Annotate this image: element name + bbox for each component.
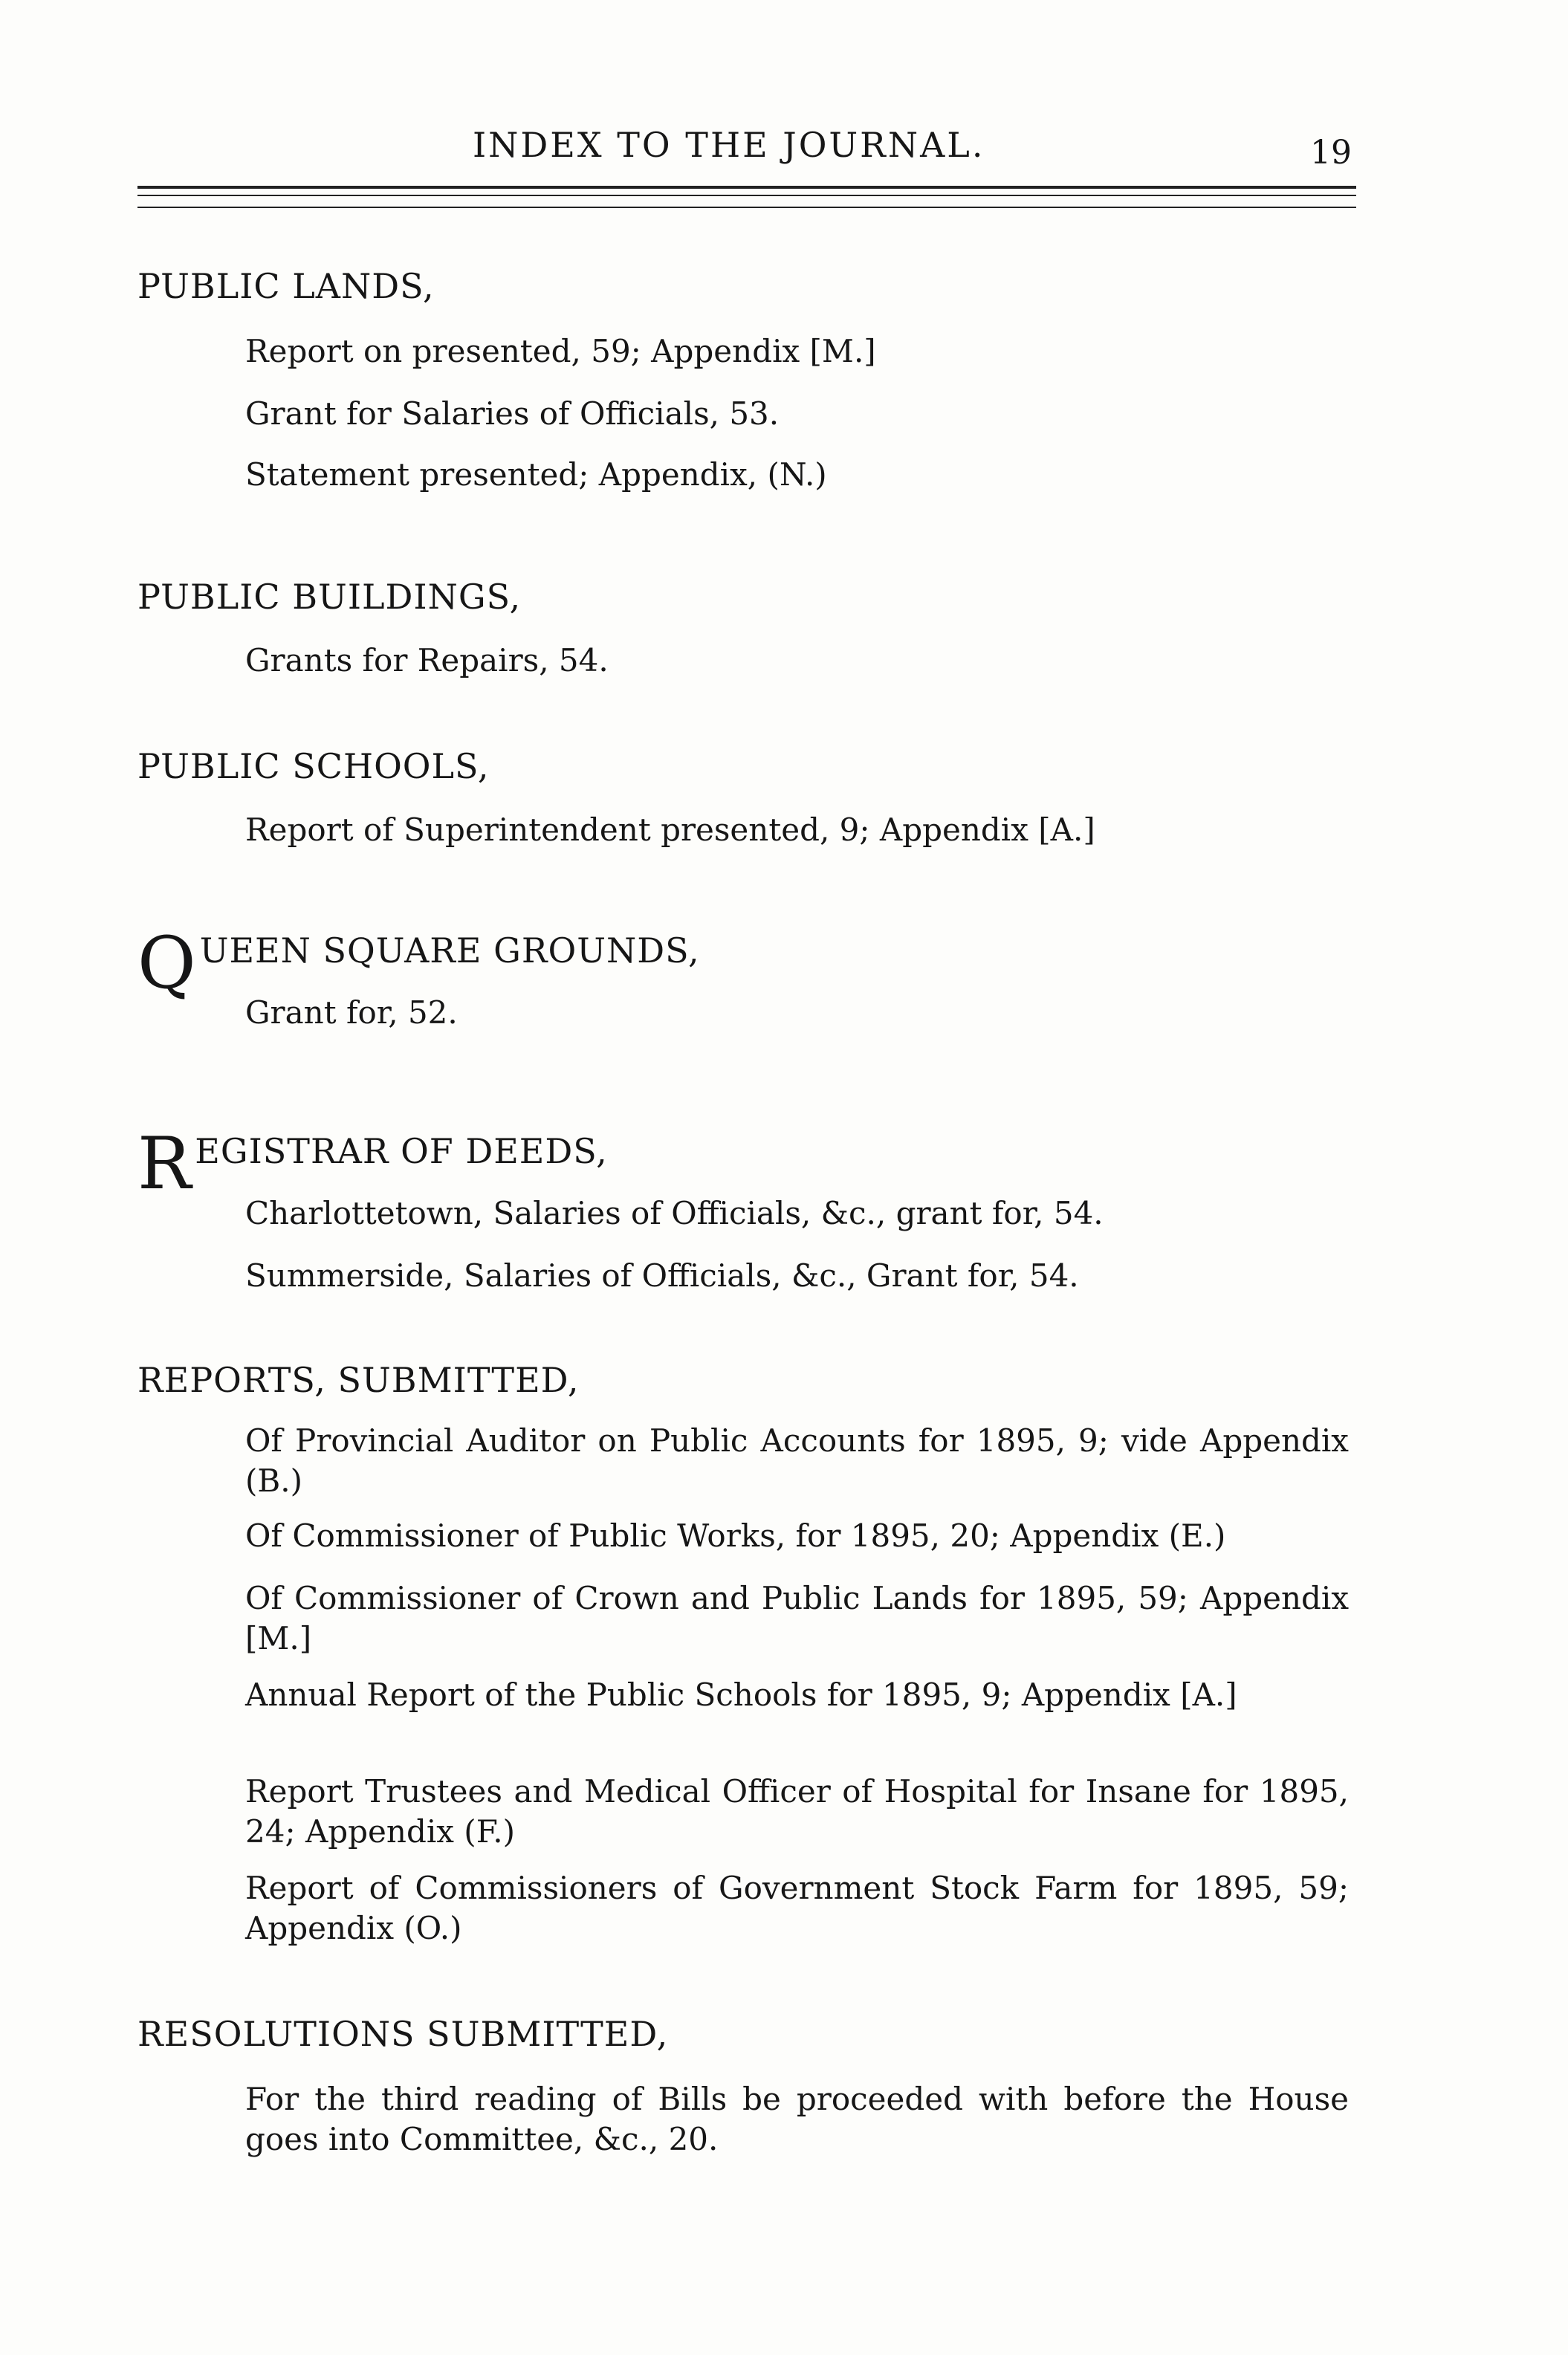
entry-registrar-charlottetown: Charlottetown, Salaries of Officials, &c., grant for, 54. bbox=[245, 1195, 1104, 1231]
entry-public-lands-statement: Statement presented; Appendix, (N.) bbox=[245, 456, 827, 493]
entry-public-schools-report: Report of Superintendent presented, 9; Appendix [A.] bbox=[245, 812, 1095, 848]
entry-queen-square-grant: Grant for, 52. bbox=[245, 994, 458, 1031]
entry-public-lands-grant: Grant for Salaries of Officials, 53. bbox=[245, 395, 780, 432]
drop-cap-r: R bbox=[137, 1122, 192, 1205]
entry-report-public-schools: Annual Report of the Public Schools for 1895, 9; Appendix [A.] bbox=[245, 1677, 1237, 1713]
entry-report-hospital-insane: Report Trustees and Medical Officer of Hospital for Insane for 1895, 24; Appendix (F.) bbox=[245, 1773, 1349, 1850]
page-header bbox=[0, 125, 1568, 177]
running-head-title: INDEX TO THE JOURNAL. bbox=[473, 125, 985, 165]
heading-resolutions-submitted: RESOLUTIONS SUBMITTED, bbox=[137, 2014, 669, 2054]
entry-public-buildings-grants: Grants for Repairs, 54. bbox=[245, 642, 609, 678]
heading-public-schools: PUBLIC SCHOOLS, bbox=[137, 746, 490, 786]
heading-registrar-of-deeds bbox=[137, 1122, 608, 1205]
entry-public-lands-report: Report on presented, 59; Appendix [M.] bbox=[245, 333, 876, 369]
heading-queen-square-grounds bbox=[137, 921, 700, 1005]
entry-report-provincial-auditor: Of Provincial Auditor on Public Accounts for 1895, 9; vide Appendix (B.) bbox=[245, 1422, 1349, 1499]
header-rule-middle bbox=[137, 195, 1356, 196]
heading-queen-square-rest: UEEN SQUARE GROUNDS, bbox=[199, 930, 700, 971]
entry-report-crown-lands: Of Commissioner of Crown and Public Lands for 1895, 59; Appendix [M.] bbox=[245, 1580, 1349, 1656]
entry-report-stock-farm: Report of Commissioners of Government Stock Farm for 1895, 59; Appendix (O.) bbox=[245, 1870, 1349, 1946]
page-number: 19 bbox=[1310, 134, 1352, 172]
heading-public-buildings: PUBLIC BUILDINGS, bbox=[137, 577, 522, 617]
header-rule-top bbox=[137, 186, 1356, 189]
entry-registrar-summerside: Summerside, Salaries of Officials, &c., Grant for, 54. bbox=[245, 1257, 1079, 1294]
header-rule-bottom bbox=[137, 207, 1356, 208]
entry-resolution-third-reading: For the third reading of Bills be proceeded with before the House goes into Committee, &c., 20. bbox=[245, 2081, 1349, 2157]
entry-report-public-works: Of Commissioner of Public Works, for 1895, 20; Appendix (E.) bbox=[245, 1517, 1226, 1554]
drop-cap-q: Q bbox=[137, 921, 197, 1005]
heading-registrar-rest: EGISTRAR OF DEEDS, bbox=[195, 1131, 608, 1171]
heading-reports-submitted: REPORTS, SUBMITTED, bbox=[137, 1360, 580, 1400]
heading-public-lands: PUBLIC LANDS, bbox=[137, 266, 435, 306]
